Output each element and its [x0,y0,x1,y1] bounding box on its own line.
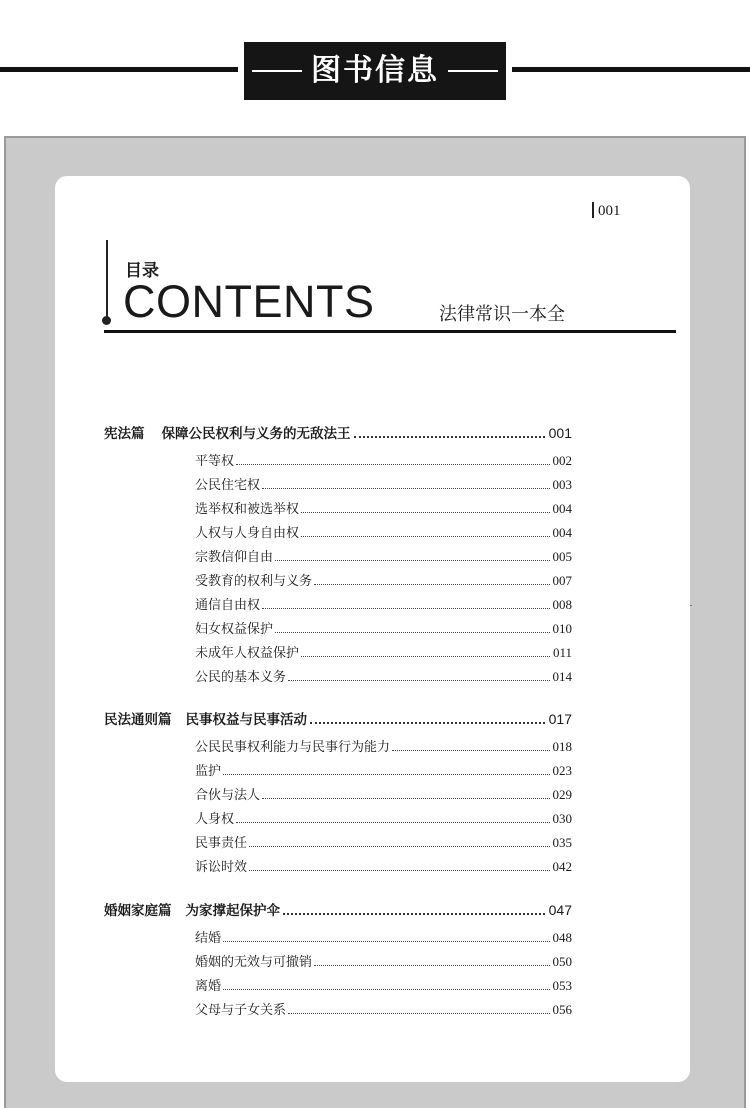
toc-entry [195,832,572,852]
toc-entry-title: 平等权 [195,454,235,469]
toc-page-number: 017 [548,711,572,727]
toc-entry [195,594,572,614]
header-banner [244,42,506,100]
toc-entry-title: 父母与子女关系 [195,1003,287,1018]
toc-entry [195,927,572,947]
toc-entry-title: 结婚 [195,931,222,946]
toc-entry-title: 宗教信仰自由 [195,550,274,565]
toc-entry [195,642,572,662]
toc-entry [195,951,572,971]
heading-vertical-line [106,240,108,320]
toc-entry-title: 诉讼时效 [195,860,248,875]
toc-leader-dots [262,488,549,489]
toc-leader-dots [310,722,545,724]
toc-leader-dots [314,584,549,585]
toc-entry-page: 002 [552,453,572,468]
heading-cn: 目录 [125,261,159,281]
toc-entry-page: 030 [552,811,572,826]
toc-entry-page: 005 [552,549,572,564]
toc-entry [195,570,572,590]
toc-leader-dots [288,1013,549,1014]
toc-entry [195,450,572,470]
toc-entry-page: 023 [552,763,572,778]
toc-part-title: 民事权益与民事活动 [185,712,307,728]
toc-part-row [104,899,572,919]
page-number: 001 [598,203,621,219]
toc-entry [195,522,572,542]
toc-leader-dots [392,750,549,751]
toc-part-row [104,422,572,442]
toc-entry [195,736,572,756]
toc-entry-page: 004 [552,501,572,516]
header-rule-left [0,67,238,72]
toc-page-number: 001 [548,425,572,441]
book-subtitle: 法律常识一本全 [439,304,565,325]
toc-entry [195,975,572,995]
toc-part-row [104,708,572,728]
toc-leader-dots [354,436,545,438]
page-number-bar [592,202,594,218]
toc-entry-page: 050 [552,954,572,969]
toc-leader-dots [236,464,549,465]
toc-leader-dots [288,680,549,681]
toc-entry-title: 受教育的权利与义务 [195,574,313,589]
toc-entry-title: 监护 [195,764,222,779]
toc-entry [195,498,572,518]
toc-entry-page: 042 [552,859,572,874]
toc-leader-dots [314,965,549,966]
toc-entry-title: 离婚 [195,979,222,994]
toc-entry [195,618,572,638]
toc-entry-title: 选举权和被选举权 [195,502,300,517]
toc-entry-page: 004 [552,525,572,540]
toc-entry-page: 053 [552,978,572,993]
toc-leader-dots [223,941,549,942]
toc-entry-title: 公民的基本义务 [195,670,287,685]
toc-leader-dots [249,846,549,847]
toc-entry [195,808,572,828]
toc-entry [195,546,572,566]
toc-part-name: 民法通则篇 [104,712,172,728]
toc-leader-dots [283,913,545,915]
toc-leader-dots [223,989,549,990]
toc-entry-title: 妇女权益保护 [195,622,274,637]
toc-entry-page: 010 [552,621,572,636]
toc-entry [195,999,572,1019]
toc-entry-page: 035 [552,835,572,850]
toc-entry-page: 011 [552,645,572,660]
header-rule-right [512,67,750,72]
toc-entry [195,474,572,494]
toc-page-number: 047 [548,902,572,918]
toc-leader-dots [275,632,549,633]
toc-entry-title: 婚姻的无效与可撤销 [195,955,313,970]
heading-en: CONTENTS [123,276,375,327]
toc-entry-page: 018 [552,739,572,754]
toc-entry-title: 未成年人权益保护 [195,646,300,661]
heading-dot [102,316,111,325]
toc-entry [195,760,572,780]
toc-entry-title: 人权与人身自由权 [195,526,300,541]
toc-entry [195,784,572,804]
header-title: 图书信息 [311,53,439,88]
toc-entry-page: 048 [552,930,572,945]
toc-entry [195,856,572,876]
toc-entry-title: 民事责任 [195,836,248,851]
toc-leader-dots [301,512,549,513]
toc-leader-dots [223,774,549,775]
toc-part-name: 婚姻家庭篇 [104,903,172,919]
toc-entry-page: 003 [552,477,572,492]
toc-entry-page: 008 [552,597,572,612]
toc-entry [195,666,572,686]
toc-entry-title: 公民住宅权 [195,478,261,493]
toc-entry-page: 014 [552,669,572,684]
toc-leader-dots [262,608,549,609]
toc-leader-dots [262,798,549,799]
toc-entry-title: 公民民事权利能力与民事行为能力 [195,740,391,755]
toc-entry-page: 007 [552,573,572,588]
toc-entry-page: 029 [552,787,572,802]
toc-part-name: 宪法篇 [104,426,145,442]
toc-leader-dots [301,656,550,657]
toc-leader-dots [301,536,549,537]
toc-leader-dots [236,822,549,823]
toc-leader-dots [275,560,549,561]
toc-leader-dots [249,870,549,871]
toc-entry-title: 通信自由权 [195,598,261,613]
toc-part-title: 为家撑起保护伞 [185,903,280,919]
toc-entry-page: 056 [552,1002,572,1017]
heading-rule [104,330,676,333]
toc-part-title: 保障公民权利与义务的无敌法王 [161,426,351,442]
toc-entry-title: 人身权 [195,812,235,827]
toc-entry-title: 合伙与法人 [195,788,261,803]
